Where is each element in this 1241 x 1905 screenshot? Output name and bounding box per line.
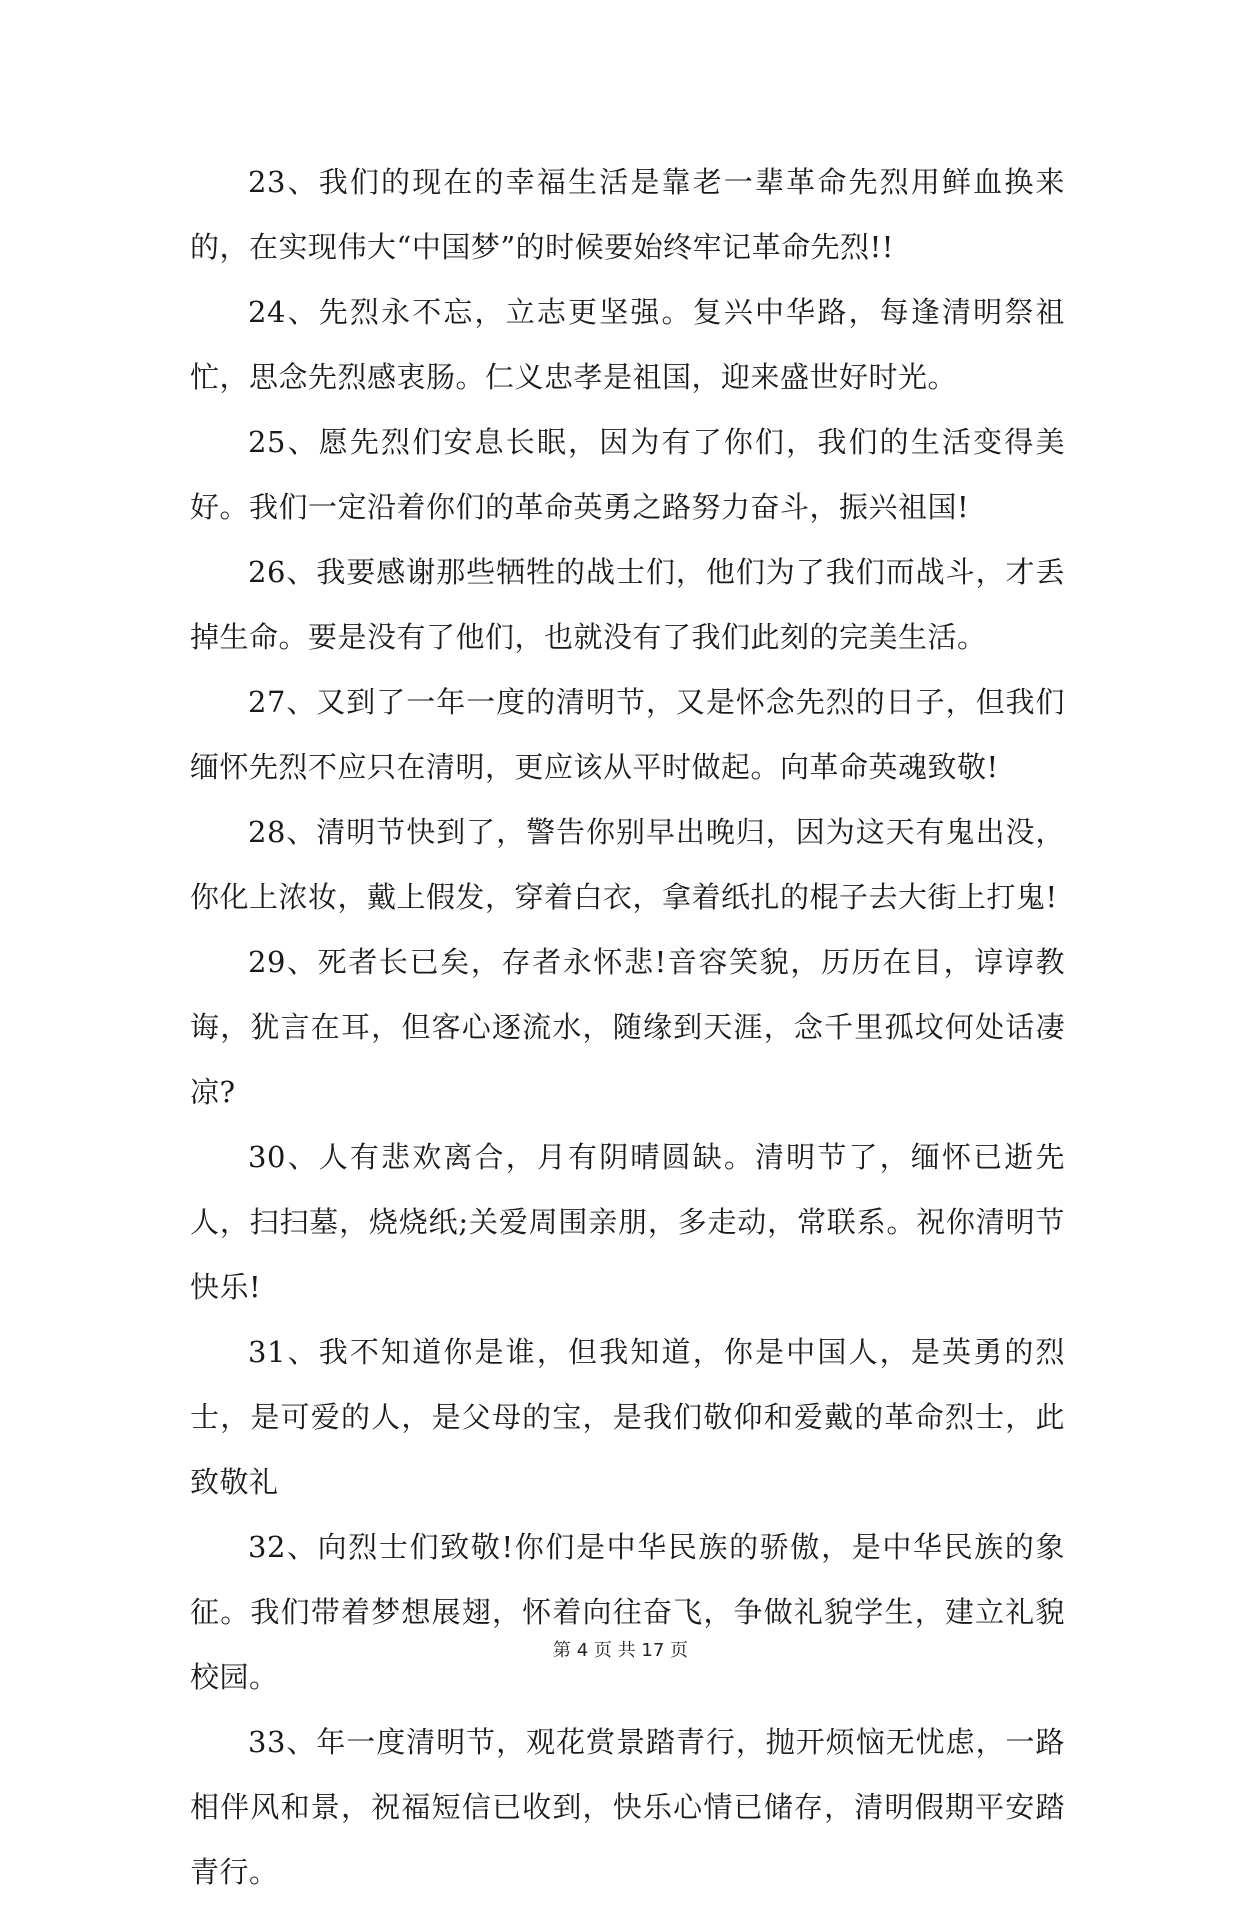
footer-suffix: 页 (670, 1640, 689, 1661)
paragraph-29: 29、死者长已矣，存者永怀悲!音容笑貌，历历在目，谆谆教诲，犹言在耳，但客心逐流水，随缘到天涯，念千里孤坟何处话凄凉? (190, 945, 1065, 1109)
paragraph-32: 32、向烈士们致敬!你们是中华民族的骄傲，是中华民族的象征。我们带着梦想展翅，怀着向往奋飞，争做礼貌学生，建立礼貌校园。 (190, 1530, 1065, 1694)
paragraph-26: 26、我要感谢那些牺牲的战士们，他们为了我们而战斗，才丢掉生命。要是没有了他们，也就没有了我们此刻的完美生活。 (190, 555, 1065, 654)
footer-current-page: 4 (576, 1640, 589, 1661)
paragraph-30: 30、人有悲欢离合，月有阴晴圆缺。清明节了，缅怀已逝先人，扫扫墓，烧烧纸;关爱周围亲朋，多走动，常联系。祝你清明节快乐! (190, 1140, 1065, 1304)
footer-prefix: 第 (552, 1640, 571, 1661)
page-footer (0, 1639, 1241, 1663)
paragraph-27: 27、又到了一年一度的清明节，又是怀念先烈的日子，但我们缅怀先烈不应只在清明，更应该从平时做起。向革命英魂致敬! (190, 685, 1065, 784)
paragraph-25: 25、愿先烈们安息长眠，因为有了你们，我们的生活变得美好。我们一定沿着你们的革命英勇之路努力奋斗，振兴祖国! (190, 425, 1065, 524)
paragraph-28: 28、清明节快到了，警告你别早出晚归，因为这天有鬼出没，你化上浓妆，戴上假发，穿着白衣，拿着纸扎的棍子去大街上打鬼! (190, 815, 1065, 914)
paragraph-24: 24、先烈永不忘，立志更坚强。复兴中华路，每逢清明祭祖忙，思念先烈感衷肠。仁义忠孝是祖国，迎来盛世好时光。 (190, 295, 1065, 394)
paragraph-33: 33、年一度清明节，观花赏景踏青行，抛开烦恼无忧虑，一路相伴风和景，祝福短信已收到，快乐心情已储存，清明假期平安踏青行。 (190, 1725, 1065, 1889)
footer-middle: 页 共 (593, 1640, 636, 1661)
paragraph-23: 23、我们的现在的幸福生活是靠老一辈革命先烈用鲜血换来的，在实现伟大“中国梦”的时候要始终牢记革命先烈!! (190, 165, 1065, 264)
paragraph-31: 31、我不知道你是谁，但我知道，你是中国人，是英勇的烈士，是可爱的人，是父母的宝，是我们敬仰和爱戴的革命烈士，此致敬礼 (190, 1335, 1065, 1499)
footer-total-pages: 17 (641, 1640, 665, 1661)
